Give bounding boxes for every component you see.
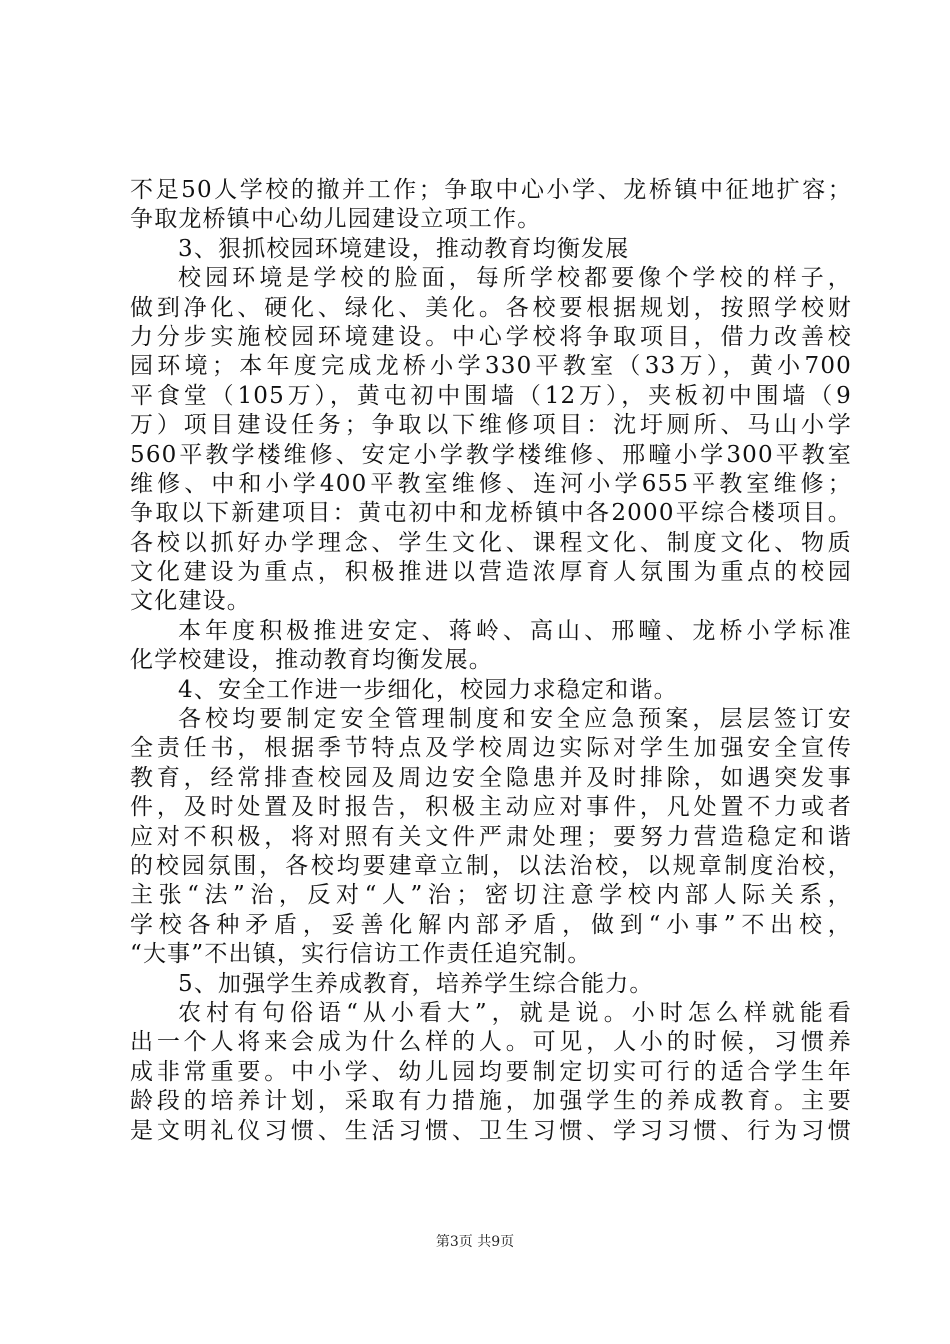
text-line: 应对不积极，将对照有关文件严肃处理；要努力营造稳定和谐: [130, 823, 852, 850]
text-line: 万）项目建设任务；争取以下维修项目：沈圩厕所、马山小学: [130, 412, 852, 439]
text-line: 园环境；本年度完成龙桥小学330平教室（33万），黄小700: [130, 353, 852, 380]
text-line: 4、安全工作进一步细化，校园力求稳定和谐。: [178, 676, 678, 703]
text-line: 学校各种矛盾，妥善化解内部矛盾，做到“小事”不出校，: [130, 911, 852, 938]
text-line: 本年度积极推进安定、蒋岭、高山、邢疃、龙桥小学标准: [178, 617, 852, 644]
text-line: 出一个人将来会成为什么样的人。可见，人小的时候，习惯养: [130, 1029, 852, 1056]
text-line: 力分步实施校园环境建设。中心学校将争取项目，借力改善校: [130, 323, 852, 350]
text-line: 做到净化、硬化、绿化、美化。各校要根据规划，按照学校财: [130, 294, 852, 321]
page-footer: 第3页 共9页: [435, 1234, 515, 1250]
text-line: 全责任书，根据季节特点及学校周边实际对学生加强安全宣传: [130, 735, 852, 762]
text-line: 5、加强学生养成教育，培养学生综合能力。: [178, 970, 654, 997]
text-line: 560平教学楼维修、安定小学教学楼维修、邢疃小学300平教室: [130, 441, 852, 468]
text-line: 争取龙桥镇中心幼儿园建设立项工作。: [130, 206, 542, 233]
text-line: 主张“法”治，反对“人”治；密切注意学校内部人际关系，: [130, 882, 852, 909]
text-line: 文化建设。: [130, 588, 251, 615]
text-line: 农村有句俗语“从小看大”，就是说。小时怎么样就能看: [178, 999, 852, 1026]
text-line: 各校均要制定安全管理制度和安全应急预案，层层签订安: [178, 706, 852, 733]
text-line: 文化建设为重点，积极推进以营造浓厚育人氛围为重点的校园: [130, 559, 852, 586]
text-line: 龄段的培养计划，采取有力措施，加强学生的养成教育。主要: [130, 1088, 852, 1115]
text-line: 的校园氛围，各校均要建章立制，以法治校，以规章制度治校，: [130, 852, 852, 879]
text-line: 维修、中和小学400平教室维修、连河小学655平教室维修；: [130, 470, 852, 497]
text-line: 件，及时处置及时报告，积极主动应对事件，凡处置不力或者: [130, 794, 852, 821]
text-line: 3、狠抓校园环境建设，推动教育均衡发展: [178, 235, 630, 262]
text-line: 各校以抓好办学理念、学生文化、课程文化、制度文化、物质: [130, 529, 852, 556]
text-line: 化学校建设，推动教育均衡发展。: [130, 647, 493, 674]
text-line: 不足50人学校的撤并工作；争取中心小学、龙桥镇中征地扩容；: [130, 177, 852, 203]
text-line: 平食堂（105万），黄屯初中围墙（12万），夹板初中围墙（9: [130, 382, 852, 409]
text-line: 是文明礼仪习惯、生活习惯、卫生习惯、学习习惯、行为习惯: [130, 1117, 852, 1144]
text-line: 成非常重要。中小学、幼儿园均要制定切实可行的适合学生年: [130, 1058, 852, 1085]
text-line: 争取以下新建项目：黄屯初中和龙桥镇中各2000平综合楼项目。: [130, 500, 852, 527]
text-line: 教育，经常排查校园及周边安全隐患并及时排除，如遇突发事: [130, 764, 852, 791]
text-line: 校园环境是学校的脸面，每所学校都要像个学校的样子，: [178, 265, 852, 292]
document-body: [130, 176, 852, 1146]
text-line: “大事”不出镇，实行信访工作责任追究制。: [130, 941, 592, 968]
